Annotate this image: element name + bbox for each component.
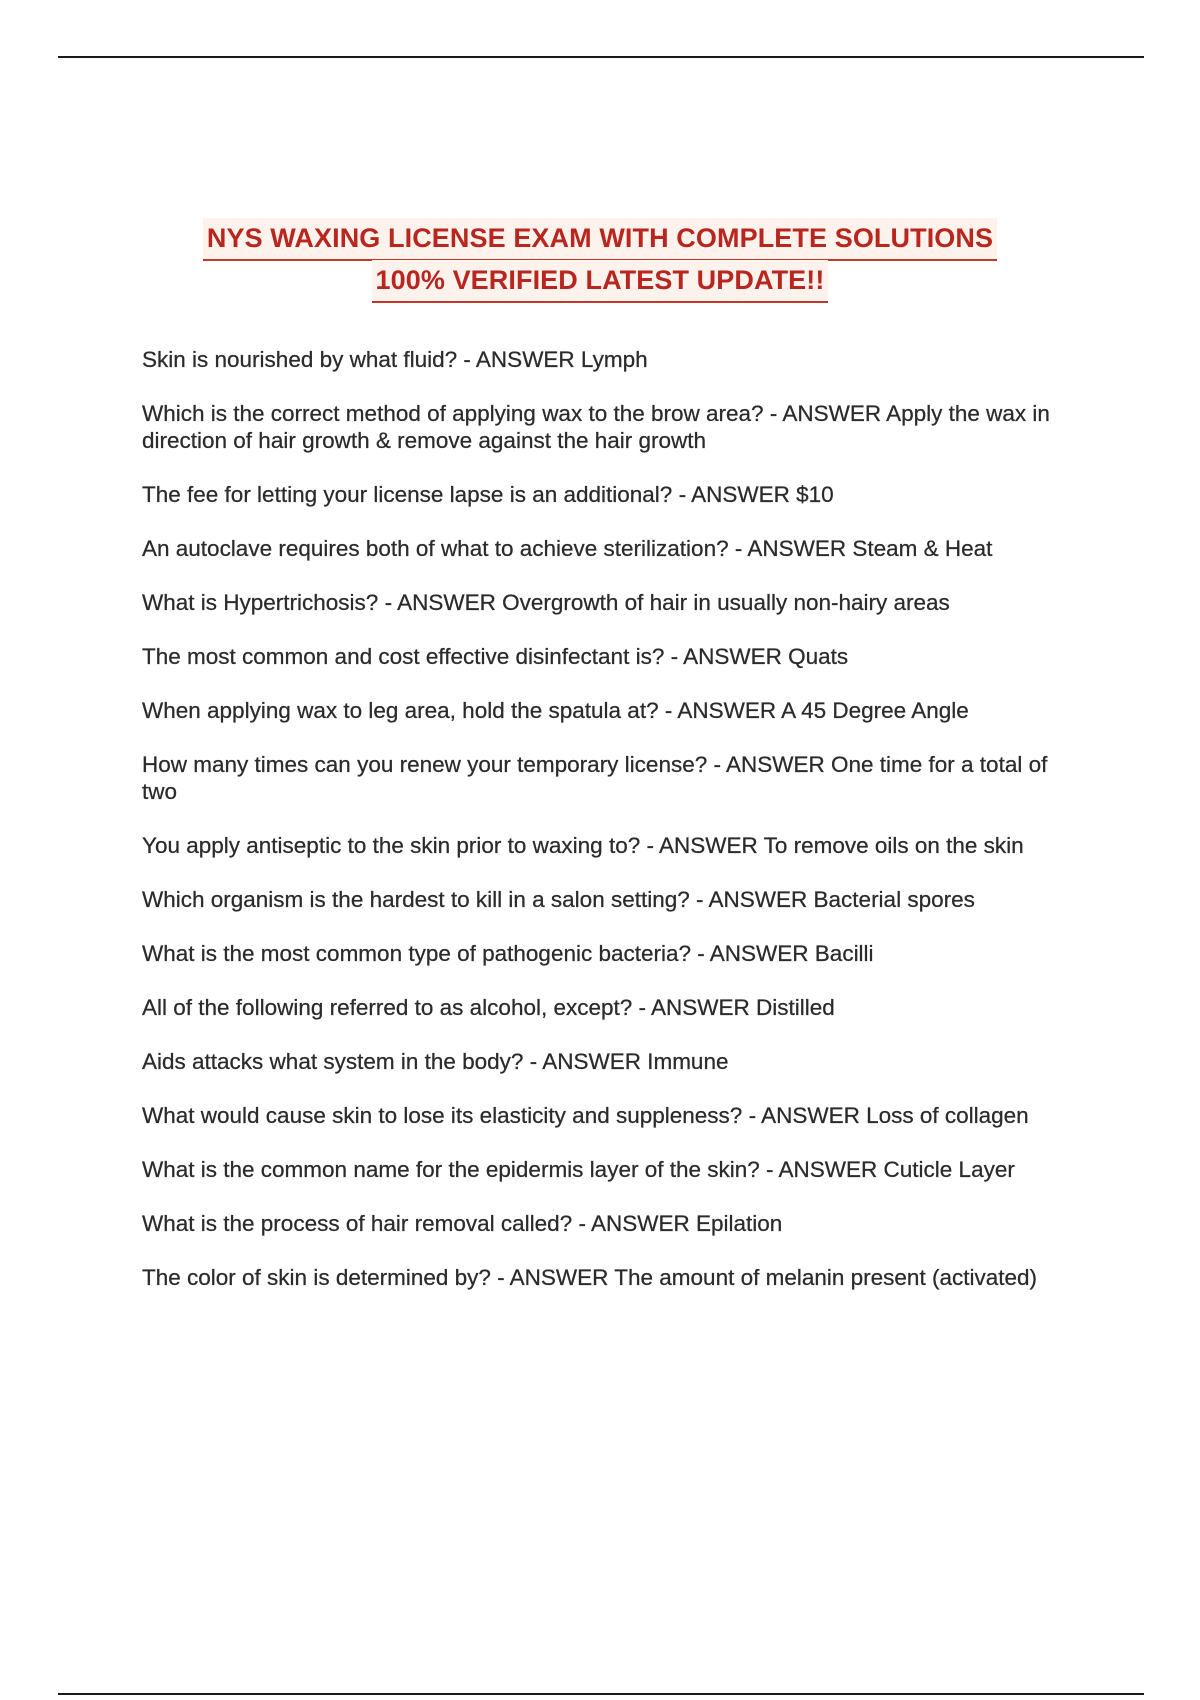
qa-item: What is the most common type of pathogenic bacteria? - ANSWER Bacilli (142, 941, 874, 966)
qa-item: When applying wax to leg area, hold the spatula at? - ANSWER A 45 Degree Angle (142, 698, 969, 723)
qa-item: The color of skin is determined by? - ANSWER The amount of melanin present (activated) (142, 1265, 1037, 1290)
qa-item: The fee for letting your license lapse is an additional? - ANSWER $10 (142, 482, 834, 507)
document-title (0, 218, 1200, 302)
qa-item: Skin is nourished by what fluid? - ANSWER Lymph (142, 347, 648, 372)
bottom-rule (58, 1693, 1144, 1695)
qa-item: Aids attacks what system in the body? - ANSWER Immune (142, 1049, 729, 1074)
qa-item: The most common and cost effective disinfectant is? - ANSWER Quats (142, 644, 849, 669)
qa-item: An autoclave requires both of what to achieve sterilization? - ANSWER Steam & Heat (142, 536, 993, 561)
qa-item: Which is the correct method of applying wax to the brow area? - ANSWER Apply the wax in direction of hair growth & remove against the hair growth (142, 401, 1050, 453)
question-answer-list (142, 346, 1062, 1318)
qa-item: What is Hypertrichosis? - ANSWER Overgrowth of hair in usually non-hairy areas (142, 590, 950, 615)
title-line-2: 100% VERIFIED LATEST UPDATE!! (372, 260, 829, 303)
qa-item: What is the common name for the epidermis layer of the skin? - ANSWER Cuticle Layer (142, 1157, 1015, 1182)
qa-item: What would cause skin to lose its elasticity and suppleness? - ANSWER Loss of collagen (142, 1103, 1029, 1128)
qa-item: You apply antiseptic to the skin prior to waxing to? - ANSWER To remove oils on the skin (142, 833, 1024, 858)
qa-item: All of the following referred to as alcohol, except? - ANSWER Distilled (142, 995, 835, 1020)
qa-item: What is the process of hair removal called? - ANSWER Epilation (142, 1211, 783, 1236)
top-rule (58, 56, 1144, 58)
qa-item: How many times can you renew your temporary license? - ANSWER One time for a total of two (142, 752, 1048, 804)
title-line-1: NYS WAXING LICENSE EXAM WITH COMPLETE SOLUTIONS (203, 218, 997, 261)
qa-item: Which organism is the hardest to kill in a salon setting? - ANSWER Bacterial spores (142, 887, 975, 912)
